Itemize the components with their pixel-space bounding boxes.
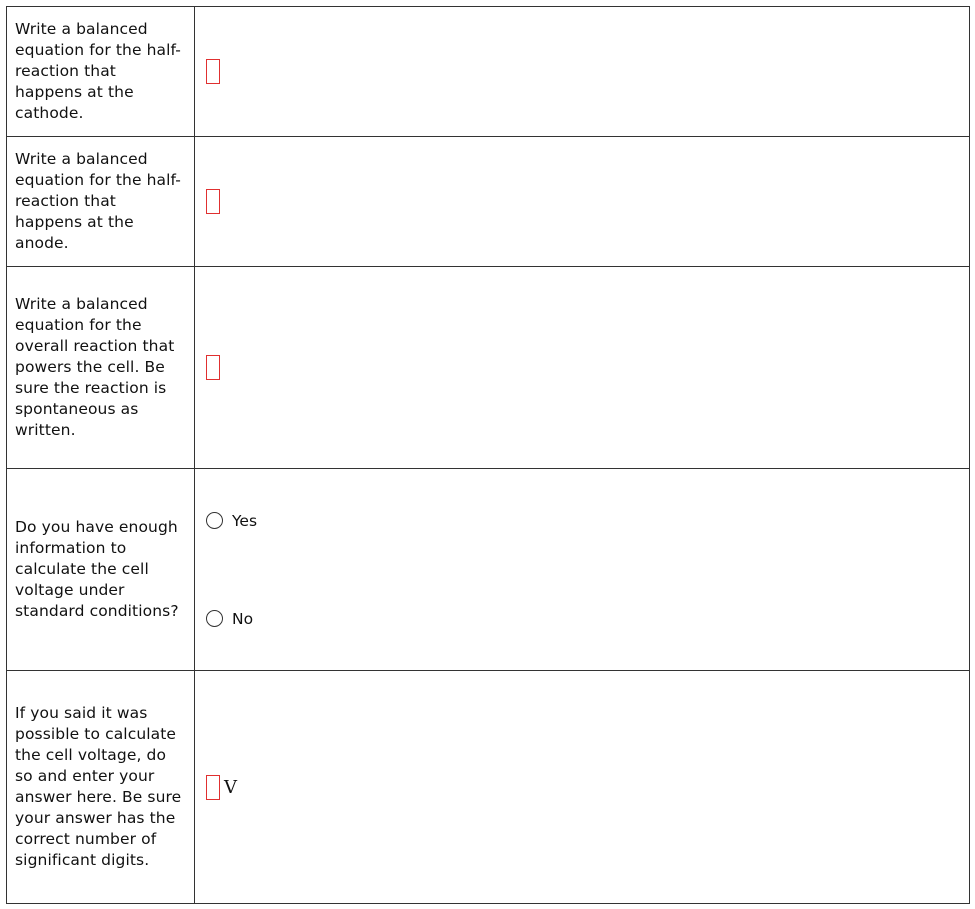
option-no[interactable] bbox=[206, 610, 969, 628]
answer-cell bbox=[195, 671, 970, 904]
option-yes[interactable] bbox=[206, 512, 969, 530]
question-prompt: Write a balanced equation for the half-reaction that happens at the anode. bbox=[7, 137, 195, 267]
question-row-anode bbox=[7, 137, 970, 267]
cell-voltage-input[interactable] bbox=[206, 775, 220, 800]
option-no-label: No bbox=[232, 609, 254, 628]
question-row-overall bbox=[7, 267, 970, 469]
answer-cell bbox=[195, 469, 970, 671]
question-prompt: Write a balanced equation for the half-reaction that happens at the cathode. bbox=[7, 7, 195, 137]
radio-yes-icon[interactable] bbox=[206, 512, 223, 529]
answer-cell bbox=[195, 267, 970, 469]
question-prompt: Do you have enough information to calculate the cell voltage under standard conditions? bbox=[7, 469, 195, 671]
overall-equation-input[interactable] bbox=[206, 355, 220, 380]
option-yes-label: Yes bbox=[232, 511, 258, 530]
cathode-equation-input[interactable] bbox=[206, 59, 220, 84]
radio-no-icon[interactable] bbox=[206, 610, 223, 627]
answer-cell bbox=[195, 137, 970, 267]
question-table bbox=[6, 6, 970, 904]
question-prompt: Write a balanced equation for the overall reaction that powers the cell. Be sure the reaction is spontaneous as written. bbox=[7, 267, 195, 469]
question-row-cell-voltage bbox=[7, 671, 970, 904]
unit-label: V bbox=[224, 776, 237, 798]
anode-equation-input[interactable] bbox=[206, 189, 220, 214]
question-row-cathode bbox=[7, 7, 970, 137]
question-prompt: If you said it was possible to calculate the cell voltage, do so and enter your answer here. Be sure your answer has the correct number of significant digits. bbox=[7, 671, 195, 904]
answer-cell bbox=[195, 7, 970, 137]
question-row-enough-info bbox=[7, 469, 970, 671]
